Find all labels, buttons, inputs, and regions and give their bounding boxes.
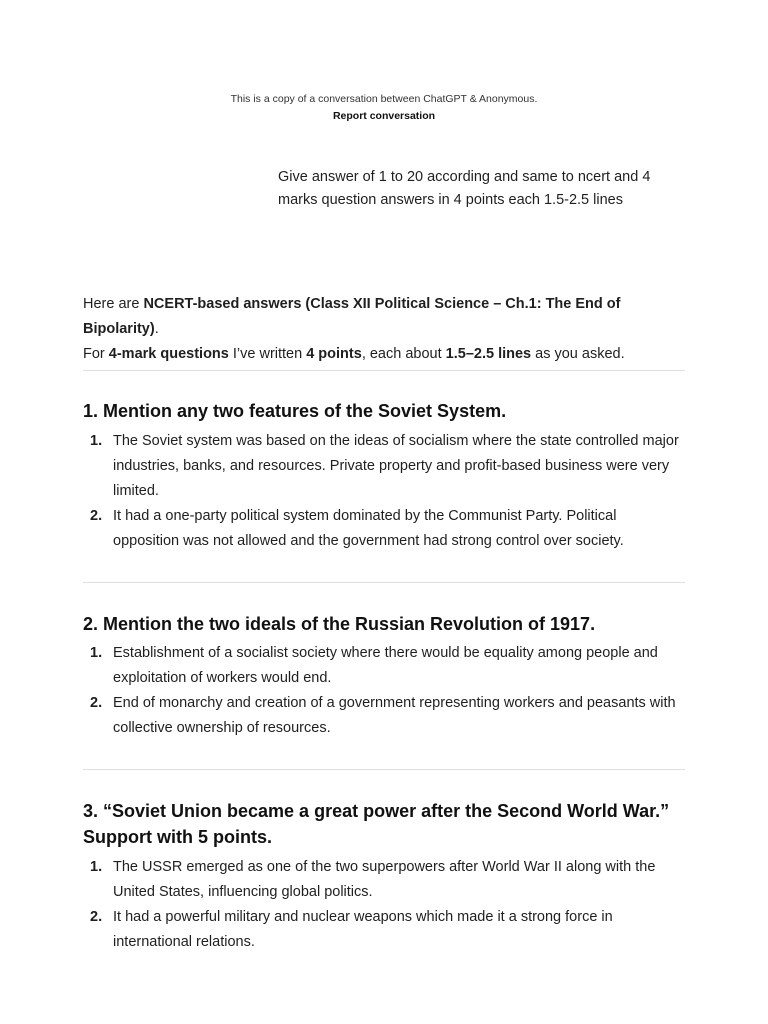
- answer-text: It had a powerful military and nuclear weapons which made it a strong force in international relations.: [113, 909, 613, 950]
- answer-number: 2.: [90, 909, 103, 925]
- assistant-intro: [83, 292, 693, 367]
- answer-text: It had a one-party political system dominated by the Communist Party. Political opposition was not allowed and the government had strong control over society.: [113, 508, 624, 549]
- question-heading: 1. Mention any two features of the Soviet System.: [83, 401, 507, 421]
- answer-item: [83, 855, 683, 905]
- answer-list: [83, 641, 683, 741]
- share-header: [0, 92, 768, 124]
- answer-text: The USSR emerged as one of the two superpowers after World War II along with the United States, influencing global politics.: [113, 859, 656, 900]
- answer-number: 1.: [90, 859, 103, 875]
- report-conversation-link[interactable]: Report conversation: [332, 110, 436, 122]
- section-divider: [83, 769, 685, 770]
- intro-line-1: Here are NCERT-based answers (Class XII Political Science – Ch.1: The End of Bipolarity).: [83, 296, 621, 337]
- answer-number: 1.: [90, 433, 103, 449]
- answer-number: 1.: [90, 645, 103, 661]
- section-divider: [83, 370, 685, 371]
- answer-text: The Soviet system was based on the ideas of socialism where the state controlled major industries, banks, and resources. Private property and profit-based business were very limited.: [113, 433, 679, 499]
- answer-item: [83, 641, 683, 691]
- intro-line-2: For 4-mark questions I’ve written 4 points, each about 1.5–2.5 lines as you asked.: [83, 346, 625, 362]
- answer-text: End of monarchy and creation of a government representing workers and peasants with collective ownership of resources.: [113, 695, 676, 736]
- answer-item: [83, 905, 683, 955]
- answer-item: [83, 504, 683, 554]
- question-heading: 3. “Soviet Union became a great power after the Second World War.” Support with 5 points.: [83, 801, 670, 847]
- answer-item: [83, 691, 683, 741]
- section-divider: [83, 582, 685, 583]
- answer-item: [83, 429, 683, 504]
- user-message: Give answer of 1 to 20 according and same to ncert and 4 marks question answers in 4 points each 1.5-2.5 lines: [278, 169, 651, 208]
- answer-list: [83, 855, 683, 955]
- share-note: This is a copy of a conversation between ChatGPT & Anonymous.: [230, 93, 538, 105]
- answer-text: Establishment of a socialist society where there would be equality among people and exploitation of workers would end.: [113, 645, 658, 686]
- answer-list: [83, 429, 683, 554]
- answer-number: 2.: [90, 508, 103, 524]
- answer-number: 2.: [90, 695, 103, 711]
- question-heading: 2. Mention the two ideals of the Russian Revolution of 1917.: [83, 614, 596, 634]
